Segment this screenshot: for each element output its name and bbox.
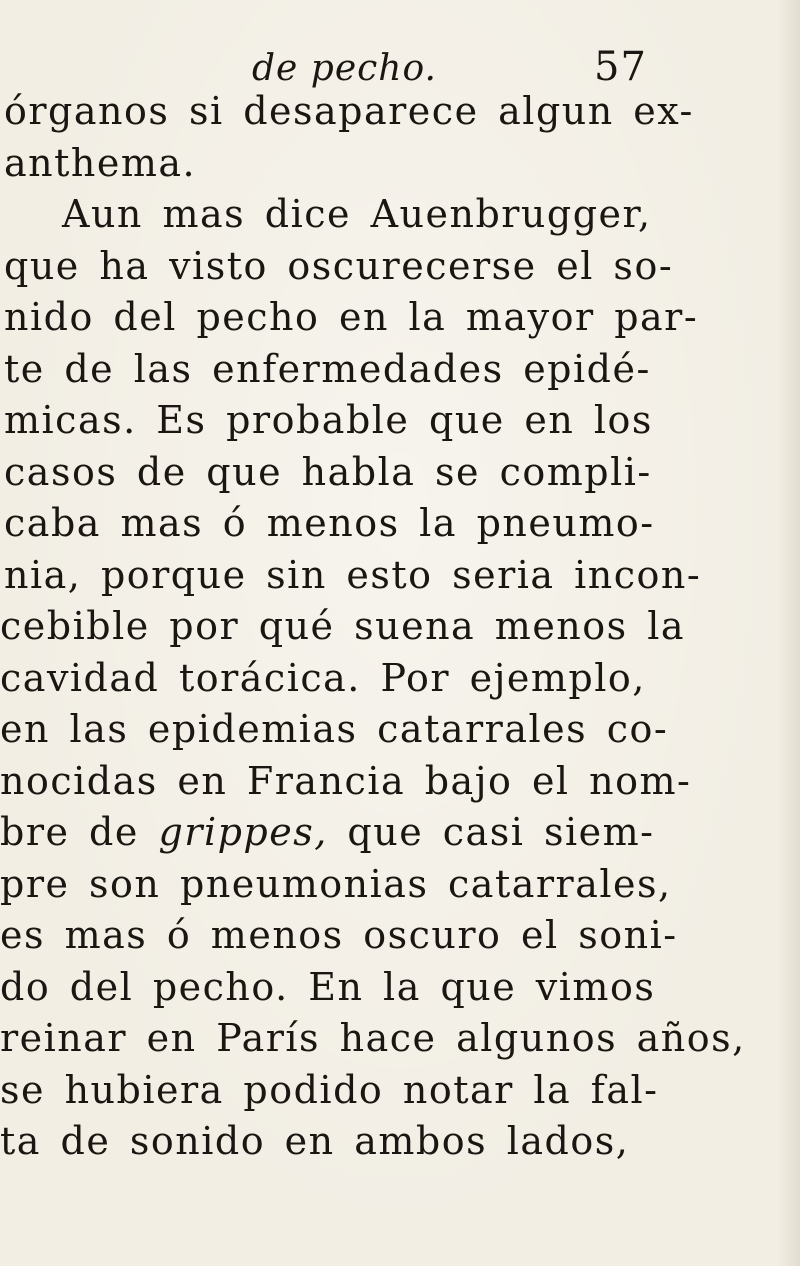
page-edge-shadow	[778, 0, 800, 1266]
text-line: ta de sonido en ambos lados,	[0, 1119, 630, 1163]
running-head-title: de pecho.	[252, 48, 437, 89]
text-line: nia, porque sin esto seria incon-	[4, 552, 702, 597]
text-line: en las epidemias catarrales co-	[0, 707, 669, 751]
body-text	[0, 86, 800, 1168]
text-line-with-italic	[0, 807, 800, 859]
text-line: nido del pecho en la mayor par-	[4, 295, 699, 339]
text-line: cebible por qué suena menos la	[0, 604, 686, 648]
text-line: te de las enfermedades epidé-	[4, 346, 651, 391]
text-line: es mas ó menos oscuro el soni-	[0, 913, 678, 957]
text-segment: bre de	[0, 810, 159, 854]
text-line: pre son pneumonias catarrales,	[0, 861, 672, 906]
text-line: anthema.	[4, 140, 197, 185]
text-line: micas. Es probable que en los	[4, 398, 653, 442]
text-line: reinar en París hace algunos años,	[0, 1016, 746, 1060]
text-line: do del pecho. En la que vimos	[0, 964, 656, 1009]
text-line: cavidad torácica. Por ejemplo,	[0, 655, 646, 700]
italic-term: grippes,	[158, 810, 328, 854]
text-line: Aun mas dice Auenbrugger,	[62, 192, 652, 236]
text-segment: que casi siem-	[327, 810, 655, 854]
text-line: que ha visto oscurecerse el so-	[4, 243, 674, 288]
text-line: nocidas en Francia bajo el nom-	[0, 758, 692, 803]
running-head	[0, 30, 800, 90]
text-line: casos de que habla se compli-	[4, 449, 652, 494]
text-line: se hubiera podido notar la fal-	[0, 1067, 659, 1112]
text-line: caba mas ó menos la pneumo-	[4, 501, 655, 545]
page-number: 57	[594, 44, 647, 90]
text-line: órganos si desaparece algun ex-	[4, 89, 694, 133]
